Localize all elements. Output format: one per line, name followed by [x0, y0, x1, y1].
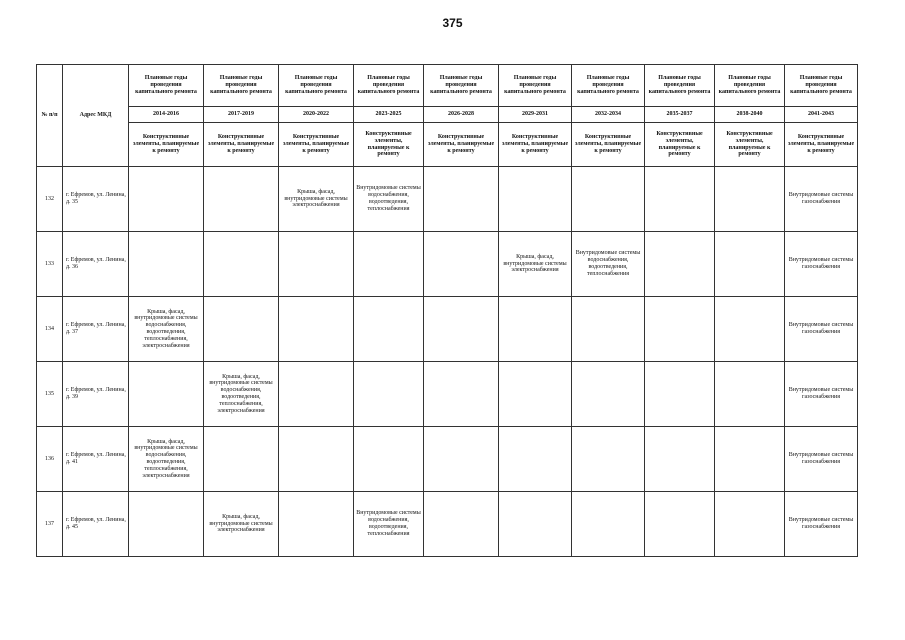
row-number: 132: [37, 167, 63, 232]
repair-work-cell: [715, 427, 785, 492]
repair-work-cell: [499, 362, 572, 427]
repair-work-cell: [499, 167, 572, 232]
row-number: 137: [37, 492, 63, 557]
header-elements: Конструктивные элементы, планируемые к ремонту: [499, 123, 572, 167]
header-elements: Конструктивные элементы, планируемые к ремонту: [354, 123, 424, 167]
repair-work-cell: Внутридомовые системы газоснабжения: [785, 232, 858, 297]
repair-work-cell: [354, 362, 424, 427]
repair-work-cell: Внутридомовые системы газоснабжения: [785, 297, 858, 362]
repair-work-cell: [204, 297, 279, 362]
table-row: [37, 167, 858, 232]
header-planned-years: Плановые годы проведения капитального ремонта: [645, 65, 715, 107]
repair-work-cell: [279, 427, 354, 492]
repair-work-cell: [354, 232, 424, 297]
header-planned-years: Плановые годы проведения капитального ремонта: [572, 65, 645, 107]
header-elements: Конструктивные элементы, планируемые к ремонту: [785, 123, 858, 167]
header-planned-years: Плановые годы проведения капитального ремонта: [424, 65, 499, 107]
repair-work-cell: Внутридомовые системы газоснабжения: [785, 427, 858, 492]
repair-work-cell: [424, 232, 499, 297]
header-planned-years: Плановые годы проведения капитального ремонта: [354, 65, 424, 107]
repair-work-cell: Внутридомовые системы газоснабжения: [785, 362, 858, 427]
repair-work-cell: [572, 362, 645, 427]
header-elements: Конструктивные элементы, планируемые к ремонту: [572, 123, 645, 167]
header-address: Адрес МКД: [63, 65, 129, 167]
repair-work-cell: [424, 297, 499, 362]
repair-work-cell: [715, 362, 785, 427]
repair-work-cell: [715, 492, 785, 557]
row-number: 133: [37, 232, 63, 297]
row-address: г. Ефремов, ул. Ленина, д. 35: [63, 167, 129, 232]
table-row: [37, 297, 858, 362]
header-period: 2035-2037: [645, 107, 715, 123]
row-number: 135: [37, 362, 63, 427]
header-elements: Конструктивные элементы, планируемые к ремонту: [645, 123, 715, 167]
header-row-elements: [37, 123, 858, 167]
header-elements: Конструктивные элементы, планируемые к ремонту: [279, 123, 354, 167]
repair-work-cell: [572, 492, 645, 557]
header-planned-years: Плановые годы проведения капитального ремонта: [499, 65, 572, 107]
header-elements: Конструктивные элементы, планируемые к ремонту: [204, 123, 279, 167]
repair-work-cell: [204, 427, 279, 492]
repair-work-cell: [715, 297, 785, 362]
header-elements: Конструктивные элементы, планируемые к ремонту: [424, 123, 499, 167]
header-period: 2038-2040: [715, 107, 785, 123]
capital-repair-table: [36, 64, 858, 557]
repair-work-cell: [129, 492, 204, 557]
repair-work-cell: Крыша, фасад, внутридомовые системы водоснабжения, водоотведения, теплоснабжения, электроснабжения: [204, 362, 279, 427]
repair-work-cell: Внутридомовые системы газоснабжения: [785, 167, 858, 232]
header-elements: Конструктивные элементы, планируемые к ремонту: [715, 123, 785, 167]
header-row-periods: [37, 107, 858, 123]
row-address: г. Ефремов, ул. Ленина, д. 39: [63, 362, 129, 427]
table-row: [37, 362, 858, 427]
header-row-planned-years: [37, 65, 858, 107]
header-planned-years: Плановые годы проведения капитального ремонта: [279, 65, 354, 107]
repair-work-cell: Крыша, фасад, внутридомовые системы электроснабжения: [279, 167, 354, 232]
repair-work-cell: Внутридомовые системы водоснабжения, водоотведения, теплоснабжения: [354, 167, 424, 232]
row-address: г. Ефремов, ул. Ленина, д. 45: [63, 492, 129, 557]
table-body: [37, 167, 858, 557]
repair-work-cell: [279, 232, 354, 297]
repair-work-cell: Внутридомовые системы водоснабжения, водоотведения, теплоснабжения: [354, 492, 424, 557]
repair-work-cell: [645, 297, 715, 362]
repair-work-cell: [279, 492, 354, 557]
repair-work-cell: Внутридомовые системы газоснабжения: [785, 492, 858, 557]
repair-work-cell: [129, 232, 204, 297]
repair-work-cell: Крыша, фасад, внутридомовые системы электроснабжения: [499, 232, 572, 297]
page-number: 375: [442, 16, 463, 30]
header-planned-years: Плановые годы проведения капитального ремонта: [715, 65, 785, 107]
repair-work-cell: [715, 167, 785, 232]
header-planned-years: Плановые годы проведения капитального ремонта: [204, 65, 279, 107]
header-num: № п/п: [37, 65, 63, 167]
row-number: 136: [37, 427, 63, 492]
header-period: 2032-2034: [572, 107, 645, 123]
repair-work-cell: Крыша, фасад, внутридомовые системы водоснабжения, водоотведения, теплоснабжения, электроснабжения: [129, 297, 204, 362]
repair-work-cell: [204, 232, 279, 297]
repair-work-cell: [279, 362, 354, 427]
repair-work-cell: [279, 297, 354, 362]
repair-work-cell: Крыша, фасад, внутридомовые системы электроснабжения: [204, 492, 279, 557]
table-row: [37, 492, 858, 557]
header-period: 2029-2031: [499, 107, 572, 123]
header-period: 2017-2019: [204, 107, 279, 123]
repair-work-cell: [645, 492, 715, 557]
header-elements: Конструктивные элементы, планируемые к ремонту: [129, 123, 204, 167]
header-period: 2041-2043: [785, 107, 858, 123]
header-planned-years: Плановые годы проведения капитального ремонта: [785, 65, 858, 107]
header-period: 2020-2022: [279, 107, 354, 123]
repair-work-cell: [129, 167, 204, 232]
repair-work-cell: [499, 427, 572, 492]
header-period: 2026-2028: [424, 107, 499, 123]
repair-work-cell: [645, 427, 715, 492]
repair-work-cell: [354, 427, 424, 492]
header-period: 2023-2025: [354, 107, 424, 123]
repair-work-cell: [715, 232, 785, 297]
repair-work-cell: [129, 362, 204, 427]
repair-work-cell: [645, 232, 715, 297]
repair-work-cell: [424, 362, 499, 427]
repair-work-cell: Внутридомовые системы водоснабжения, водоотведения, теплоснабжения: [572, 232, 645, 297]
repair-work-cell: [572, 427, 645, 492]
repair-work-cell: [204, 167, 279, 232]
repair-work-cell: [424, 427, 499, 492]
repair-work-cell: [424, 167, 499, 232]
repair-work-cell: [499, 492, 572, 557]
repair-work-cell: [354, 297, 424, 362]
repair-work-cell: [499, 297, 572, 362]
table-row: [37, 232, 858, 297]
row-address: г. Ефремов, ул. Ленина, д. 36: [63, 232, 129, 297]
row-number: 134: [37, 297, 63, 362]
row-address: г. Ефремов, ул. Ленина, д. 41: [63, 427, 129, 492]
table-row: [37, 427, 858, 492]
repair-work-cell: [645, 362, 715, 427]
repair-work-cell: [572, 297, 645, 362]
repair-work-cell: [572, 167, 645, 232]
repair-work-cell: [645, 167, 715, 232]
header-period: 2014-2016: [129, 107, 204, 123]
header-planned-years: Плановые годы проведения капитального ремонта: [129, 65, 204, 107]
repair-work-cell: Крыша, фасад, внутридомовые системы водоснабжения, водоотведения, теплоснабжения, электроснабжения: [129, 427, 204, 492]
repair-work-cell: [424, 492, 499, 557]
row-address: г. Ефремов, ул. Ленина, д. 37: [63, 297, 129, 362]
